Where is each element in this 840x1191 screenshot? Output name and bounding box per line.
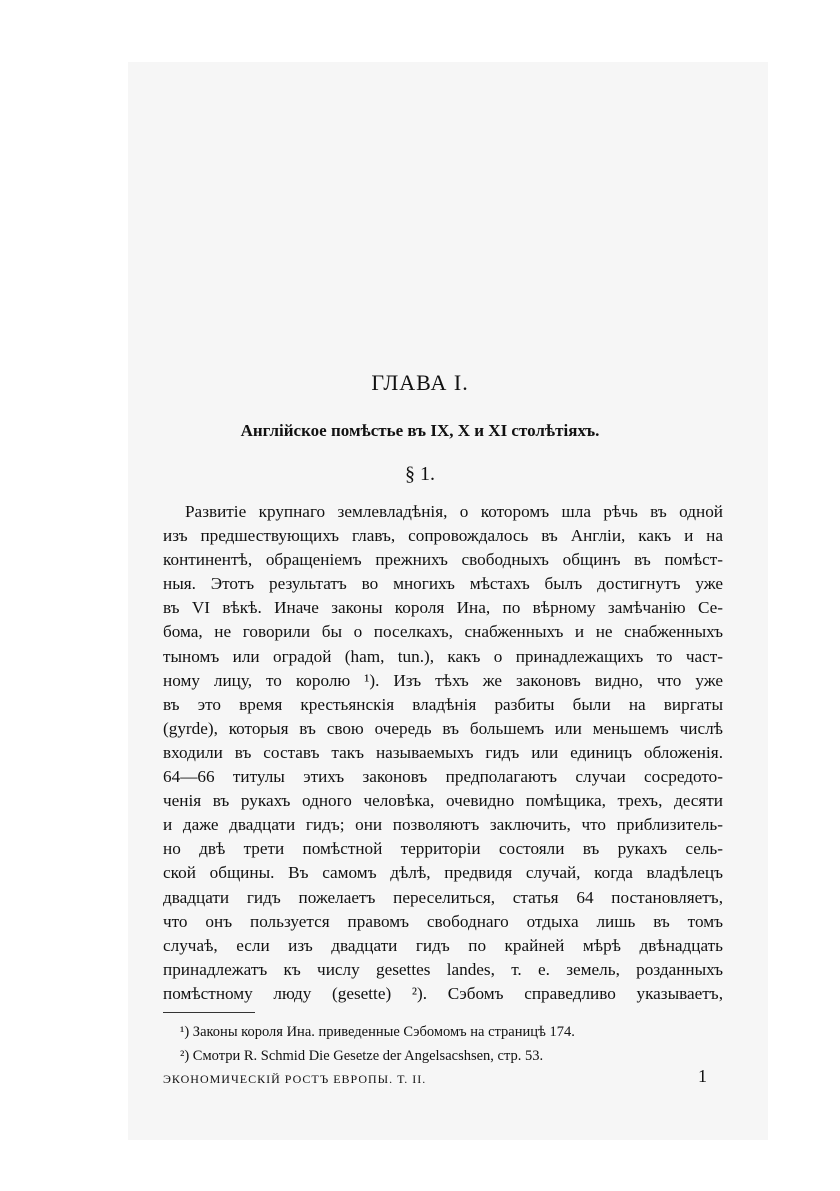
page-number: 1 [698, 1066, 707, 1086]
text-line: но двѣ трети помѣстной территоріи состояли въ рукахъ сель- [163, 839, 723, 859]
text-line: въ VI вѣкѣ. Иначе законы короля Ина, по вѣрному замѣчанію Се- [163, 598, 723, 618]
running-title: ЭКОНОМИЧЕСКІЙ РОСТЪ ЕВРОПЫ. Т. II. [163, 1072, 427, 1086]
text-line: бома, не говорили бы о поселкахъ, снабженныхъ и не снабженныхъ [163, 622, 723, 642]
text-line: въ это время крестьянскія владѣнія разбиты были на виргаты [163, 694, 723, 714]
text-line: ныя. Этотъ результатъ во многихъ мѣстахъ былъ достигнутъ уже [163, 574, 723, 594]
text-line: двадцати гидъ пожелаетъ переселиться, статья 64 постановляетъ, [163, 887, 723, 907]
text-line: входили въ составъ такъ называемыхъ гидъ или единицъ обложенія. [163, 742, 723, 762]
text-line: ченія въ рукахъ одного человѣка, очевидно помѣщика, трехъ, десяти [163, 791, 723, 811]
text-line: что онъ пользуется правомъ свободнаго отдыха лишь въ томъ [163, 911, 723, 931]
text-line: Развитіе крупнаго землевладѣнія, о которомъ шла рѣчь въ одной [185, 502, 723, 521]
footnotes [180, 1020, 700, 1068]
text-line: изъ предшествующихъ главъ, сопровождалось въ Англіи, какъ и на [163, 526, 723, 546]
text-line: ской общины. Въ самомъ дѣлѣ, предвидя случай, когда владѣлецъ [163, 863, 723, 883]
footnote-2: ²) Смотри R. Schmid Die Gesetze der Angelsacshsen, стр. 53. [180, 1048, 544, 1064]
footnote-divider [163, 1012, 255, 1013]
text-line: и даже двадцати гидъ; они позволяютъ заключить, что приблизитель- [163, 815, 723, 835]
text-line: принадлежатъ къ числу gesettes landes, т. е. земель, розданныхъ [163, 959, 723, 979]
text-line: (gyrde), которыя въ свою очередь въ большемъ или меньшемъ числѣ [163, 718, 723, 738]
chapter-subtitle: Англійское помѣстье въ IX, X и XI столѣтіяхъ. [240, 421, 600, 440]
body-text [163, 500, 723, 1006]
text-line: континентѣ, обращеніемъ прежнихъ свободныхъ общинъ въ помѣст- [163, 550, 723, 570]
text-line: помѣстному люду (gesette) ²). Сэбомъ справедливо указываетъ, [163, 983, 723, 1003]
footnote-1: ¹) Законы короля Ина. приведенные Сэбомомъ на страницѣ 174. [180, 1024, 575, 1040]
text-line: тыномъ или оградой (ham, tun.), какъ о принадлежащихъ то част- [163, 646, 723, 666]
text-line: ному лицу, то королю ¹). Изъ тѣхъ же законовъ видно, что уже [163, 670, 723, 690]
chapter-title: ГЛАВА I. [371, 370, 469, 395]
text-line: случаѣ, если изъ двадцати гидъ по крайней мѣрѣ двѣнадцать [163, 935, 723, 955]
section-number: § 1. [405, 463, 435, 485]
text-line: 64—66 титулы этихъ законовъ предполагаютъ случаи сосредото- [163, 767, 723, 787]
